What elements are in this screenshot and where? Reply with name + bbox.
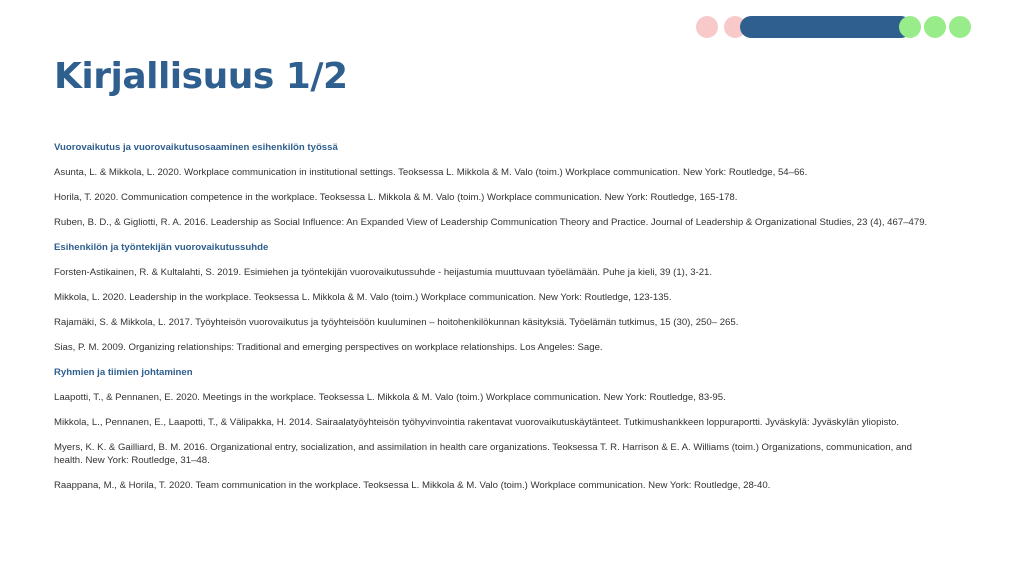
reference-item: Rajamäki, S. & Mikkola, L. 2017. Työyhteisön vuorovaikutus ja työyhteisöön kuuluminen – hoitohenkilökunnan käsityksiä. Työelämän tutkimus, 15 (30), 250– 265.: [54, 317, 739, 328]
pink-dot-1: [696, 16, 718, 38]
green-dot-3: [949, 16, 971, 38]
reference-item: Horila, T. 2020. Communication competence in the workplace. Teoksessa L. Mikkola & M. Valo (toim.) Workplace communication. New York: Routledge, 165-178.: [54, 192, 738, 203]
green-dot-1: [899, 16, 921, 38]
reference-item: Ruben, B. D., & Gigliotti, R. A. 2016. Leadership as Social Influence: An Expanded View of Leadership Communication Theory and Practice. Journal of Leadership & Organizational Studies, 23 (4), 467–479.: [54, 217, 928, 228]
reference-item: Asunta, L. & Mikkola, L. 2020. Workplace communication in institutional settings. Teoksessa L. Mikkola & M. Valo (toim.) Workplace communication. New York: Routledge, 54–66.: [54, 167, 808, 178]
blue-bar: [740, 16, 912, 38]
reference-item: Raappana, M., & Horila, T. 2020. Team communication in the workplace. Teoksessa L. Mikkola & M. Valo (toim.) Workplace communication. New York: Routledge, 28-40.: [54, 480, 771, 491]
section-heading: Esihenkilön ja työntekijän vuorovaikutussuhde: [54, 242, 269, 253]
reference-item: Forsten-Astikainen, R. & Kultalahti, S. 2019. Esimiehen ja työntekijän vuorovaikutussuhde - heijastumia muuttuvaan työelämään. Puhe ja kieli, 39 (1), 3-21.: [54, 267, 713, 278]
reference-list: [54, 141, 934, 504]
decorative-header-shapes: [696, 16, 976, 38]
section-heading: Ryhmien ja tiimien johtaminen: [54, 367, 193, 378]
reference-item: Sias, P. M. 2009. Organizing relationships: Traditional and emerging perspectives on workplace relationships. Los Angeles: Sage.: [54, 342, 603, 353]
reference-item: Myers, K. K. & Gailliard, B. M. 2016. Organizational entry, socialization, and assimilation in health care organizations. Teoksessa T. R. Harrison & E. A. Williams (toim.) Organizations, communication, and health. New York: Routledge, 31–48.: [54, 442, 912, 466]
reference-item: Mikkola, L. 2020. Leadership in the workplace. Teoksessa L. Mikkola & M. Valo (toim.) Workplace communication. New York: Routledge, 123-135.: [54, 292, 672, 303]
reference-item: Mikkola, L., Pennanen, E., Laapotti, T., & Välipakka, H. 2014. Sairaalatyöyhteisön työhyvinvointia rakentavat vuorovaikutuskäytänteet. Tutkimushankkeen loppuraportti. Jyväskylä: Jyväskylän yliopisto.: [54, 417, 900, 428]
page-title: Kirjallisuus 1/2: [54, 56, 348, 97]
section-heading: Vuorovaikutus ja vuorovaikutusosaaminen esihenkilön työssä: [54, 142, 338, 153]
green-dot-2: [924, 16, 946, 38]
reference-item: Laapotti, T., & Pennanen, E. 2020. Meetings in the workplace. Teoksessa L. Mikkola & M. Valo (toim.) Workplace communication. New York: Routledge, 83-95.: [54, 392, 726, 403]
